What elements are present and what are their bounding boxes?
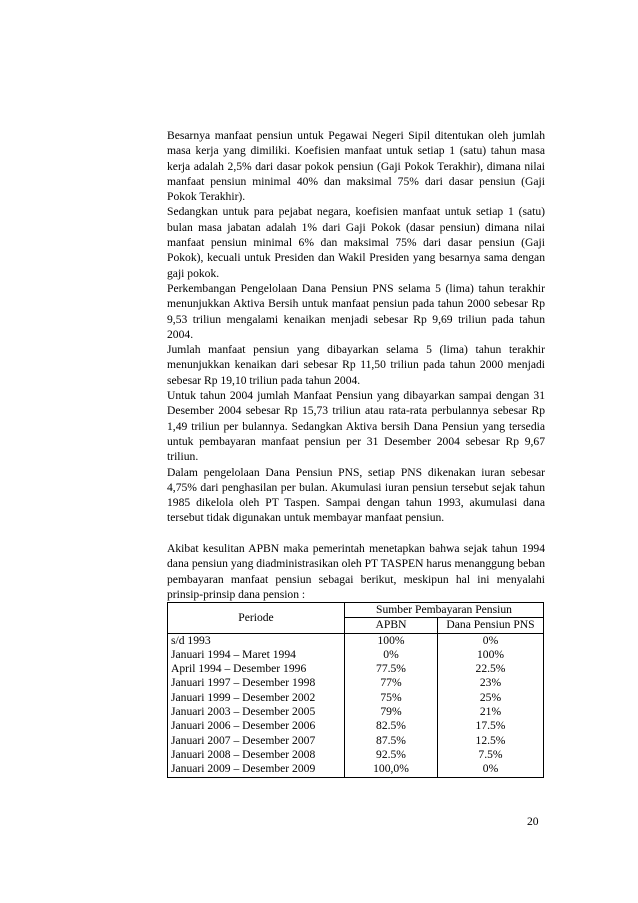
cell-dana-pensiun: 23% bbox=[438, 676, 544, 690]
cell-periode: Januari 1997 – Desember 1998 bbox=[168, 676, 345, 690]
cell-dana-pensiun: 17.5% bbox=[438, 719, 544, 733]
cell-periode: Januari 1994 – Maret 1994 bbox=[168, 648, 345, 662]
cell-apbn: 75% bbox=[345, 691, 438, 705]
page-number: 20 bbox=[527, 815, 539, 828]
cell-periode: Januari 2003 – Desember 2005 bbox=[168, 705, 345, 719]
paragraph-kesulitan-apbn: Akibat kesulitan APBN maka pemerintah menetapkan bahwa sejak tahun 1994 dana pensiun yang diadministrasikan oleh PT TASPEN harus menanggung beban pembayaran manfaat pensiun sebagai berikut, meskipun hal ini menyalahi prinsip-prinsip dana pension : bbox=[167, 542, 545, 601]
paragraph-pejabat-negara: Sedangkan untuk para pejabat negara, koefisien manfaat untuk setiap 1 (satu) bulan masa jabatan adalah 1% dari Gaji Pokok (dasar pensiun) dimana nilai manfaat pensiun minimal 6% dan maksimal 75% dari dasar pensiun (Gaji Pokok), kecuali untuk Presiden dan Wakil Presiden yang besarnya sama dengan gaji pokok. bbox=[167, 205, 545, 280]
cell-apbn: 82.5% bbox=[345, 719, 438, 733]
paragraph-jumlah-manfaat: Jumlah manfaat pensiun yang dibayarkan selama 5 (lima) tahun terakhir menunjukkan kenaikan dari sebesar Rp 11,50 triliun pada tahun 2000 menjadi sebesar Rp 19,10 triliun pada tahun 2004. bbox=[167, 343, 545, 387]
cell-dana-pensiun: 0% bbox=[438, 633, 544, 648]
table-row bbox=[168, 705, 544, 719]
table-row bbox=[168, 734, 544, 748]
cell-apbn: 87.5% bbox=[345, 734, 438, 748]
cell-dana-pensiun: 25% bbox=[438, 691, 544, 705]
cell-apbn: 92.5% bbox=[345, 748, 438, 762]
cell-apbn: 0% bbox=[345, 648, 438, 662]
cell-dana-pensiun: 100% bbox=[438, 648, 544, 662]
table-row bbox=[168, 691, 544, 705]
paragraph-tahun-2004: Untuk tahun 2004 jumlah Manfaat Pensiun yang dibayarkan sampai dengan 31 Desember 2004 sebesar Rp 15,73 triliun atau rata-rata perbulannya sebesar Rp 1,49 triliun per bulannya. Sedangkan Aktiva bersih Dana Pensiun yang tersedia untuk pembayaran manfaat pensiun per 31 Desember 2004 sebesar Rp 9,67 triliun. bbox=[167, 389, 545, 464]
cell-apbn: 77% bbox=[345, 676, 438, 690]
cell-periode: s/d 1993 bbox=[168, 633, 345, 648]
paragraph-iuran-pns: Dalam pengelolaan Dana Pensiun PNS, setiap PNS dikenakan iuran sebesar 4,75% dari penghasilan per bulan. Akumulasi iuran pensiun tersebut sejak tahun 1985 dikelola oleh PT Taspen. Sampai dengan tahun 1993, akumulasi dana tersebut tidak digunakan untuk membayar manfaat pensiun. bbox=[167, 465, 545, 525]
paragraph-perkembangan-aktiva: Perkembangan Pengelolaan Dana Pensiun PNS selama 5 (lima) tahun terakhir menunjukkan Aktiva Bersih untuk manfaat pensiun pada tahun 2000 sebesar Rp 9,53 triliun mengalami kenaikan menjadi sebesar Rp 9,69 triliun pada tahun 2004. bbox=[167, 281, 545, 341]
table-row bbox=[168, 748, 544, 762]
cell-apbn: 100,0% bbox=[345, 762, 438, 777]
cell-apbn: 100% bbox=[345, 633, 438, 648]
table-row bbox=[168, 719, 544, 733]
table-header-row bbox=[168, 603, 544, 618]
sumber-pembayaran-table bbox=[167, 602, 544, 778]
table-row bbox=[168, 633, 544, 648]
cell-periode: Januari 2009 – Desember 2009 bbox=[168, 762, 345, 777]
header-sumber-pembayaran: Sumber Pembayaran Pensiun bbox=[345, 603, 544, 618]
cell-periode: Januari 2008 – Desember 2008 bbox=[168, 748, 345, 762]
cell-dana-pensiun: 7.5% bbox=[438, 748, 544, 762]
cell-dana-pensiun: 0% bbox=[438, 762, 544, 777]
cell-apbn: 79% bbox=[345, 705, 438, 719]
cell-apbn: 77.5% bbox=[345, 662, 438, 676]
header-dana-pensiun: Dana Pensiun PNS bbox=[438, 618, 544, 633]
table-row bbox=[168, 662, 544, 676]
cell-periode: Januari 2007 – Desember 2007 bbox=[168, 734, 345, 748]
cell-dana-pensiun: 22.5% bbox=[438, 662, 544, 676]
cell-dana-pensiun: 21% bbox=[438, 705, 544, 719]
body-text bbox=[167, 128, 545, 602]
table-row bbox=[168, 676, 544, 690]
paragraph-manfaat-pns: Besarnya manfaat pensiun untuk Pegawai Negeri Sipil ditentukan oleh jumlah masa kerja yang dimiliki. Koefisien manfaat untuk setiap 1 (satu) tahun masa kerja adalah 2,5% dari dasar pokok pensiun (Gaji Pokok Terakhir), dimana nilai manfaat pensiun minimal 40% dan maksimal 75% dari dasar pensiun (Gaji Pokok Terakhir). bbox=[167, 129, 545, 204]
cell-dana-pensiun: 12.5% bbox=[438, 734, 544, 748]
header-apbn: APBN bbox=[345, 618, 438, 633]
table-row bbox=[168, 648, 544, 662]
header-periode: Periode bbox=[168, 603, 345, 634]
table-row bbox=[168, 762, 544, 777]
cell-periode: Januari 2006 – Desember 2006 bbox=[168, 719, 345, 733]
cell-periode: April 1994 – Desember 1996 bbox=[168, 662, 345, 676]
cell-periode: Januari 1999 – Desember 2002 bbox=[168, 691, 345, 705]
